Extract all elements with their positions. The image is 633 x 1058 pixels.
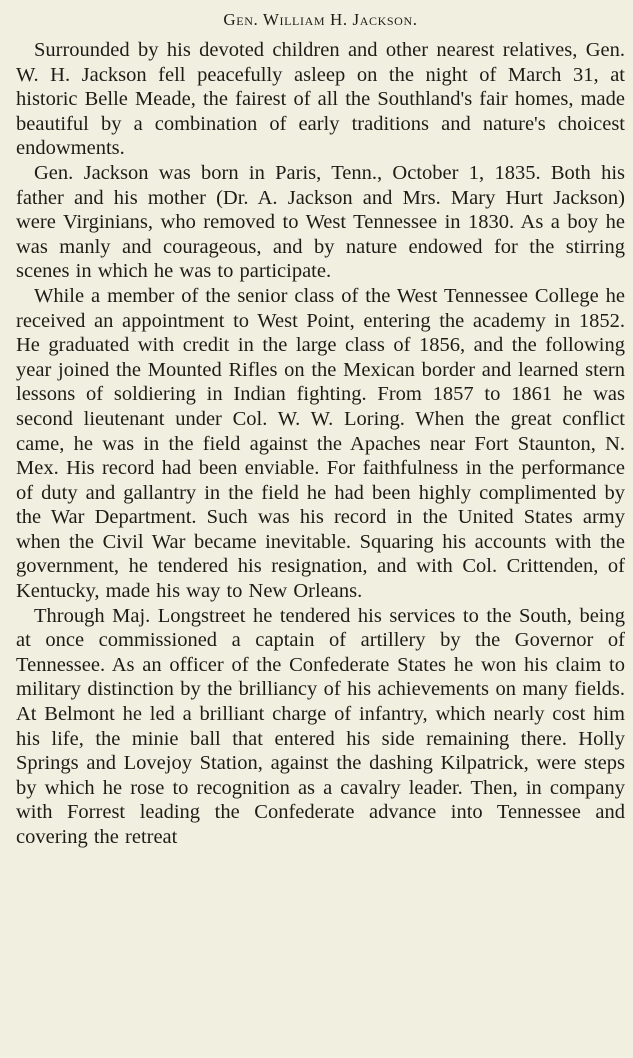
paragraph-2: Gen. Jackson was born in Paris, Tenn., October 1, 1835. Both his father and his mother (Dr. A. Jackson and Mrs. Mary Hurt Jackson) were Virginians, who removed to West Tennessee in 1830. As a boy he was manly and courageous, and by nature endowed for the stirring scenes in which he was to participate.: [16, 161, 625, 283]
article-title: Gen. William H. Jackson.: [223, 10, 418, 29]
paragraph-4: Through Maj. Longstreet he tendered his services to the South, being at once commissioned a captain of artillery by the Governor of Tennessee. As an officer of the Confederate States he won his claim to military distinction by the brilliancy of his achievements on many fields. At Belmont he led a brilliant charge of infantry, which nearly cost him his life, the minie ball that entered his side remaining there. Holly Springs and Lovejoy Station, against the dashing Kilpatrick, were steps by which he rose to recognition as a cavalry leader. Then, in company with Forrest leading the Confederate advance into Tennessee and covering the retreat: [16, 604, 625, 848]
paragraph-3: While a member of the senior class of the West Tennessee College he received an appointment to West Point, entering the academy in 1852. He graduated with credit in the large class of 1856, and the following year joined the Mounted Rifles on the Mexican border and learned stern lessons of soldiering in Indian fighting. From 1857 to 1861 he was second lieutenant under Col. W. W. Loring. When the great conflict came, he was in the field against the Apaches near Fort Staunton, N. Mex. His record had been enviable. For faithfulness in the performance of duty and gallantry in the field he had been highly complimented by the War Department. Such was his record in the United States army when the Civil War became inevitable. Squaring his accounts with the government, he tendered his resignation, and with Col. Crittenden, of Kentucky, made his way to New Orleans.: [16, 284, 625, 603]
paragraph-1: Surrounded by his devoted children and other nearest relatives, Gen. W. H. Jackson fell peacefully asleep on the night of March 31, at historic Belle Meade, the fairest of all the Southland's fair homes, made beautiful by a combination of early traditions and nature's choicest endowments.: [16, 39, 625, 160]
